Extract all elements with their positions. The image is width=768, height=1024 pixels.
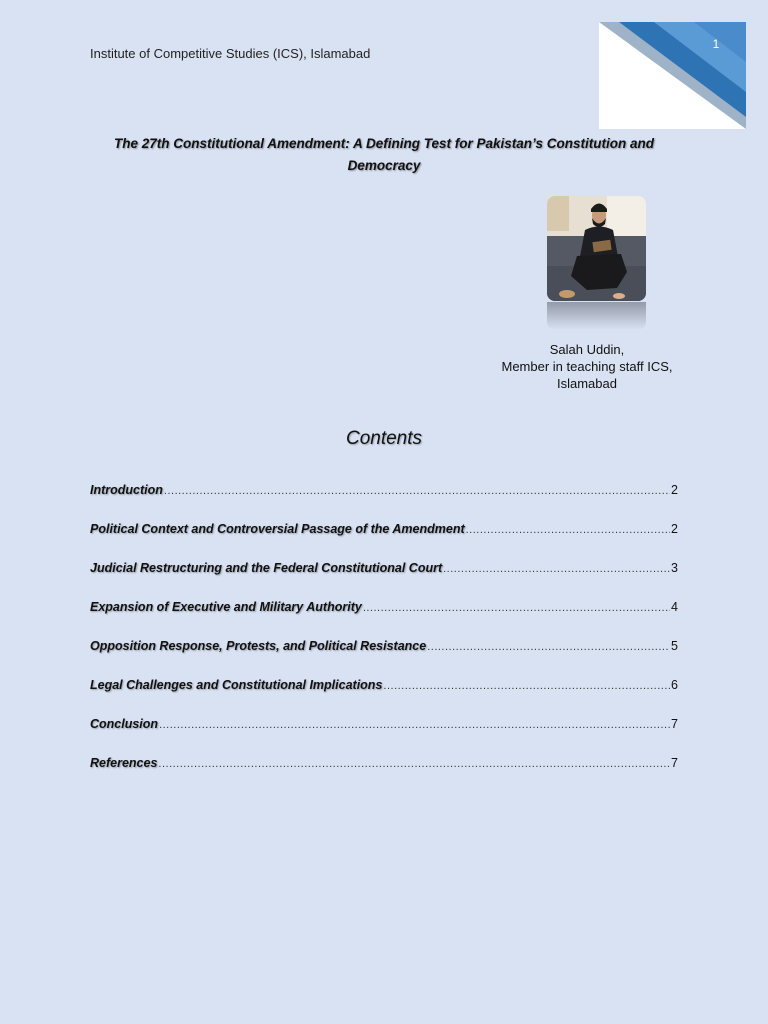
author-location: Islamabad: [557, 376, 617, 391]
toc-item-executive-military[interactable]: [90, 600, 678, 639]
toc-label: Opposition Response, Protests, and Political Resistance: [90, 639, 427, 653]
toc-label: Political Context and Controversial Passage of the Amendment: [90, 522, 465, 536]
document-title: The 27th Constitutional Amendment: A Defining Test for Pakistan’s Constitution and Democracy: [113, 136, 655, 173]
toc-page: 5: [671, 639, 678, 653]
toc-leader: [443, 563, 670, 575]
author-name: Salah Uddin,: [549, 342, 625, 357]
toc-leader: [158, 758, 670, 770]
toc-label: Judicial Restructuring and the Federal Constitutional Court: [90, 561, 443, 575]
toc-page: 7: [671, 717, 678, 731]
toc-item-judicial-restructuring[interactable]: [90, 561, 678, 600]
page-number: 1: [712, 37, 720, 51]
author-role: Member in teaching staff ICS,: [501, 359, 673, 374]
table-of-contents: [90, 483, 678, 795]
toc-label: Legal Challenges and Constitutional Implications: [90, 678, 383, 692]
toc-label: Expansion of Executive and Military Authority: [90, 600, 362, 614]
contents-heading: Contents: [345, 428, 423, 449]
toc-leader: [466, 524, 670, 536]
toc-item-references[interactable]: [90, 756, 678, 795]
toc-page: 2: [671, 522, 678, 536]
author-photo: [547, 196, 646, 331]
toc-leader: [427, 641, 670, 653]
header-institute: Institute of Competitive Studies (ICS), Islamabad: [90, 46, 371, 61]
page-corner-decoration: [599, 22, 746, 129]
toc-leader: [159, 719, 670, 731]
toc-leader: [383, 680, 670, 692]
toc-page: 6: [671, 678, 678, 692]
toc-item-conclusion[interactable]: [90, 717, 678, 756]
toc-page: 2: [671, 483, 678, 497]
toc-page: 3: [671, 561, 678, 575]
toc-page: 7: [671, 756, 678, 770]
toc-label: Introduction: [90, 483, 163, 497]
toc-leader: [164, 485, 670, 497]
toc-page: 4: [671, 600, 678, 614]
author-block: [490, 341, 684, 392]
toc-item-introduction[interactable]: [90, 483, 678, 522]
toc-item-legal-challenges[interactable]: [90, 678, 678, 717]
toc-leader: [363, 602, 670, 614]
toc-label: References: [90, 756, 158, 770]
toc-label: Conclusion: [90, 717, 159, 731]
toc-item-political-context[interactable]: [90, 522, 678, 561]
toc-item-opposition-response[interactable]: [90, 639, 678, 678]
